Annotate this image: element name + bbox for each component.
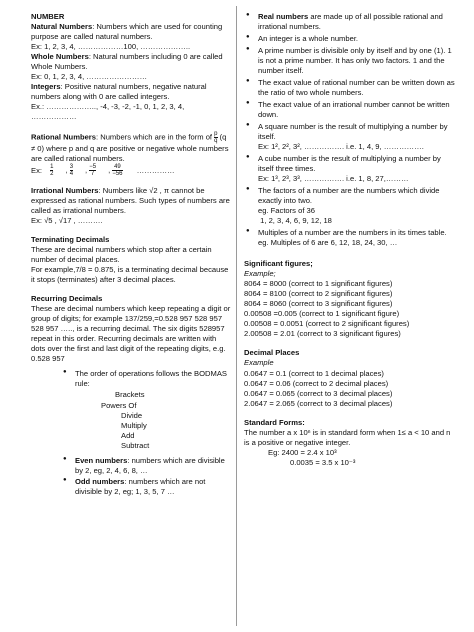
fraction: $\frac{-5}{7}$ xyxy=(89,164,97,178)
right-column xyxy=(244,12,456,468)
bodmas-step: Brackets xyxy=(115,390,145,400)
pq-fraction: $\frac{p}{q}$ xyxy=(214,131,218,145)
rational-item: ● The exact value of rational number can be written down as the ratio of two whole numbers. xyxy=(244,78,456,98)
natural-numbers-def: Natural Numbers: Numbers which are used for counting purpose are called natural numbers. xyxy=(31,22,223,42)
standard-form-example-2: 0.0035 = 3.5 x 10⁻³ xyxy=(290,457,356,467)
whole-numbers-example: Ex: 0, 1, 2, 3, 4, …………………… xyxy=(31,72,148,82)
fraction: $\frac{3}{4}$ xyxy=(69,164,74,178)
sig-fig-row: 8064 = 8100 (correct to 2 significant figures) xyxy=(244,289,393,299)
sig-fig-example-label: Example; xyxy=(244,269,276,279)
standard-form-title: Standard Forms: xyxy=(244,417,305,427)
sig-fig-row: 0.00508 =0.005 (correct to 1 significant figure) xyxy=(244,309,400,319)
odd-numbers-item: ● Odd numbers: numbers which are not divisible by 2, eg; 1, 3, 5, 7 … xyxy=(61,477,231,497)
factors-item: ● The factors of a number are the numbers which divide exactly into two. eg. Factors of 36 1, 2, 3, 4, 6, 9, 12, 18 xyxy=(244,186,456,226)
bodmas-steps xyxy=(31,390,231,450)
decimal-places-title: Decimal Places xyxy=(244,348,300,358)
column-divider xyxy=(236,6,237,626)
bodmas-step: Powers Of xyxy=(101,400,137,410)
bodmas-step: Add xyxy=(121,430,135,440)
real-numbers-item: ● Real numbers are made up of all possible rational and irrational numbers. xyxy=(244,12,456,32)
integers-def: Integers: Positive natural numbers, negative natural numbers along with 0 are called integers. xyxy=(31,82,207,102)
fraction: $\frac{1}{2}$ xyxy=(50,164,54,178)
bodmas-intro: ● The order of operations follows the BODMAS rule: xyxy=(61,369,231,389)
decimal-places-row: 2.0647 = 2.065 (correct to 3 decimal places) xyxy=(244,398,393,408)
even-numbers-item: ● Even numbers: numbers which are divisible by 2, eg, 2, 4, 6, 8, … xyxy=(61,456,231,476)
whole-numbers-def: Whole Numbers: Natural numbers including 0 are called Whole Numbers. xyxy=(31,52,223,72)
sig-fig-row: 8064 = 8000 (correct to 1 significant figures) xyxy=(244,279,393,289)
sig-fig-row: 0.00508 = 0.0051 (correct to 2 significant figures) xyxy=(244,319,410,329)
parity-list xyxy=(31,456,231,497)
terminating-body: These are decimal numbers which stop after a certain number of decimal places. xyxy=(31,245,212,265)
integers-example: Ex.: ……………….., -4, -3, -2, -1, 0, 1, 2, 3, 4, ……………… xyxy=(31,102,185,122)
sig-fig-row: 2.00508 = 2.01 (correct to 3 significant figures) xyxy=(244,329,401,339)
decimal-places-row: 0.0647 = 0.1 (correct to 1 decimal places) xyxy=(244,368,384,378)
definitions-list xyxy=(244,12,456,248)
square-item: ● A square number is the result of multiplying a number by itself. Ex: 1², 2², 3², ……………. i.e. 1, 4, 9, ……………. xyxy=(244,122,456,152)
decimal-places-row: 0.0647 = 0.065 (correct to 3 decimal places) xyxy=(244,388,393,398)
sig-fig-row: 8064 = 8060 (correct to 3 significant figures) xyxy=(244,299,393,309)
page-heading: NUMBER xyxy=(31,12,65,21)
bodmas-step: Divide xyxy=(121,410,143,420)
irrational-numbers-def: Irrational Numbers: Numbers like √2 , π cannot be expressed as rational numbers. Such types of numbers are called as irrational numbers. xyxy=(31,186,230,216)
rational-numbers-example: Ex: $\frac{1}{2}$ , $\frac{3}{4}$ , $\frac{-5}{7}$ , $\frac{49}{-56}$ …………… xyxy=(31,164,175,178)
recurring-title: Recurring Decimals xyxy=(31,294,103,304)
bodmas-step: Subtract xyxy=(121,440,150,450)
recurring-body: These are decimal numbers which keep repeating a digit or group of digits; for example 137/259,=0.528 957 528 957 528 957 ….., is a recurring decimal. The six digits 528957 repeat in this order. Recurring decimals are written with dots over the first and last digit of the repeating digits, e.g. 0.528 957 xyxy=(31,304,231,364)
decimal-places-example-label: Example xyxy=(244,358,274,368)
rational-numbers-def: Rational Numbers: Numbers which are in the form of $\frac{p}{q}$ (q ≠ 0) where p and q are positive or negative whole numbers are called rational numbers. xyxy=(31,131,229,164)
natural-numbers-example: Ex: 1, 2, 3, 4, ………………100, ……………….. xyxy=(31,42,191,52)
irrational-item: ● The exact value of an irrational number cannot be written down. xyxy=(244,100,456,120)
left-column xyxy=(31,12,231,498)
fraction: $\frac{49}{-56}$ xyxy=(112,164,123,178)
irrational-numbers-example: Ex: √5 , √17 , ………. xyxy=(31,216,103,226)
standard-form-body: The number a x 10ⁿ is in standard form when 1≤ a < 10 and n is a positive or negative integer. xyxy=(244,427,451,447)
cube-item: ● A cube number is the result of multiplying a number by itself three times. Ex: 1³, 2³, 3³, ……………. i.e. 1, 8, 27,……… xyxy=(244,154,456,184)
bodmas-step: Multiply xyxy=(121,420,147,430)
standard-form-example-1: Eg: 2400 = 2.4 x 10³ xyxy=(268,447,337,457)
decimal-places-row: 0.0647 = 0.06 (correct to 2 decimal places) xyxy=(244,378,389,388)
terminating-example: For example,7/8 = 0.875, is a terminating decimal because it stops (terminates) after 3 decimal places. xyxy=(31,265,229,285)
terminating-title: Terminating Decimals xyxy=(31,235,110,245)
prime-item: ● A prime number is divisible only by itself and by one (1). 1 is not a prime number. It has only two factors. 1 and the number itself. xyxy=(244,46,456,76)
integer-item: ● An integer is a whole number. xyxy=(244,34,456,44)
sig-fig-title: Significant figures; xyxy=(244,259,313,269)
bodmas-list xyxy=(31,369,231,389)
multiples-item: ● Multiples of a number are the numbers in its times table. eg. Multiples of 6 are 6, 12, 18, 24, 30, … xyxy=(244,228,456,248)
